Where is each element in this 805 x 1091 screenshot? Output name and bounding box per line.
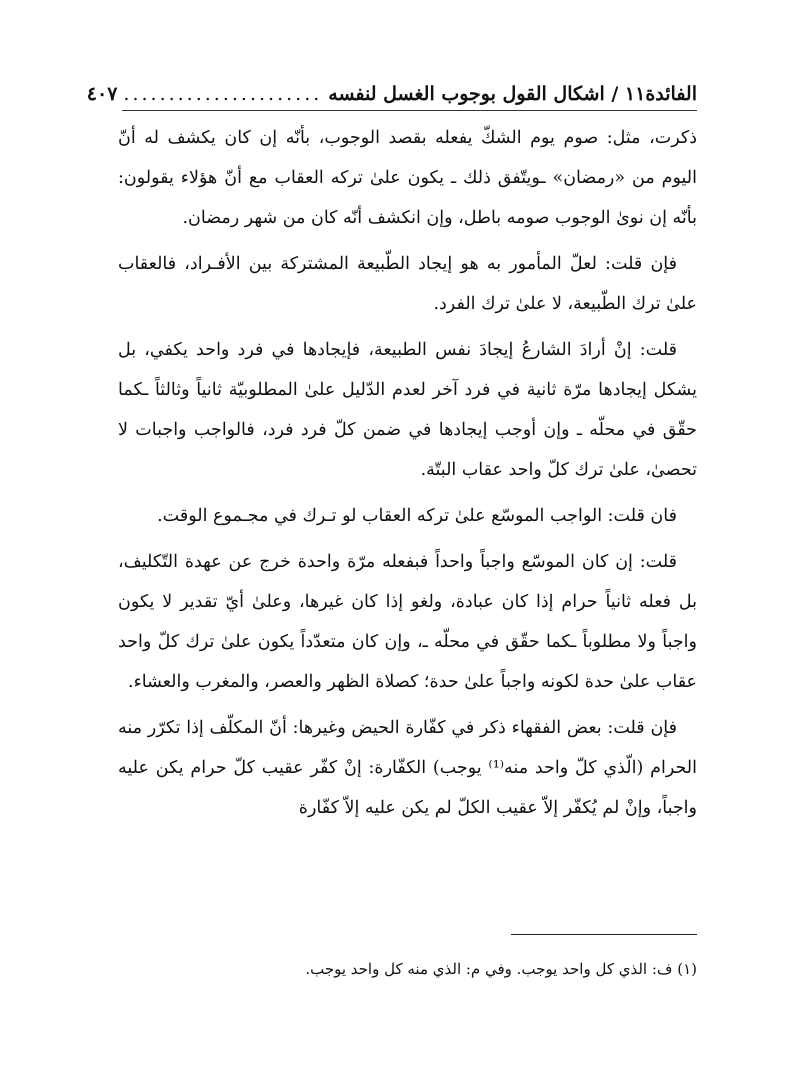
paragraph: فان قلت: الواجب الموسّع علىٰ تركه العقاب لو تـرك في مجـموع الوقت.	[157, 506, 677, 526]
body-text	[118, 118, 697, 828]
page-number: ٤٠٧	[86, 83, 118, 105]
paragraph: قلت: إنْ أرادَ الشارعُ إيجادَ نفس الطبيعة، فإيجادها في فرد واحد يكفي، بل يشكل إيجادها مرّة ثانية في فرد آخر لعدم الدّليل علىٰ المطلوبيّة ثانياً وثالثاً ـكما حقّق في محلّه ـ وإن أوجب إيجادها في ضمن كلّ فرد فرد، فالواجب واجبات لا تحصىٰ، علىٰ ترك كلّ واحد عقاب البتّة.	[118, 340, 697, 480]
header-leader-dots: ......................	[123, 83, 323, 105]
paragraph: قلت: إن كان الموسّع واجباً واحداً فبفعله مرّة واحدة خرج عن عهدة التّكليف، بل فعله ثانياً حرام إذا كان عبادة، ولغو إذا كان غيرها، وعلىٰ أيّ تقدير لا يكون واجباً ولا مطلوباً ـكما حقّق في محلّه ـ، وإن كان متعدّداً يكون علىٰ ترك كلّ واحد عقاب علىٰ حدة لكونه واجباً علىٰ حدة؛ كصلاة الظهر والعصر، والمغرب والعشاء.	[118, 552, 697, 692]
paragraph: ذكرت، مثل: صوم يوم الشكّ يفعله بقصد الوجوب، بأنّه إن كان يكشف له أنّ اليوم من «رمضان» ـويتّفق ذلك ـ يكون علىٰ تركه العقاب مع أنّ هؤلاء يقولون: بأنّه إن نوىٰ الوجوب صومه باطل، وإن انكشف أنّه كان من شهر رمضان.	[118, 128, 697, 228]
paragraph: فإن قلت: لعلّ المأمور به هو إيجاد الطّبيعة المشتركة بين الأفـراد، فالعقاب علىٰ ترك الطّبيعة، لا علىٰ ترك الفرد.	[118, 254, 697, 314]
paragraph: فإن قلت: بعض الفقهاء ذكر في كفّارة الحيض وغيرها: أنّ المكلّف إذا تكرّر منه الحرام (الّذي كلّ واحد منه⁽¹⁾ يوجب) الكفّارة: إنْ كفّر عقيب كلّ حرام يكن عليه واجباً، وإنْ لم يُكفّر إلاّ عقيب الكلّ لم يكن عليه إلاّ كفّارة	[118, 718, 697, 818]
header-rule	[122, 110, 697, 111]
footnote-separator	[511, 934, 697, 935]
running-header	[86, 78, 697, 108]
footnote: (١) ف: الذي كل واحد يوجب. وفي م: الذي منه كل واحد يوجب.	[305, 960, 697, 978]
header-title: الفائدة١١ / اشكال القول بوجوب الغسل لنفسه	[328, 83, 697, 105]
